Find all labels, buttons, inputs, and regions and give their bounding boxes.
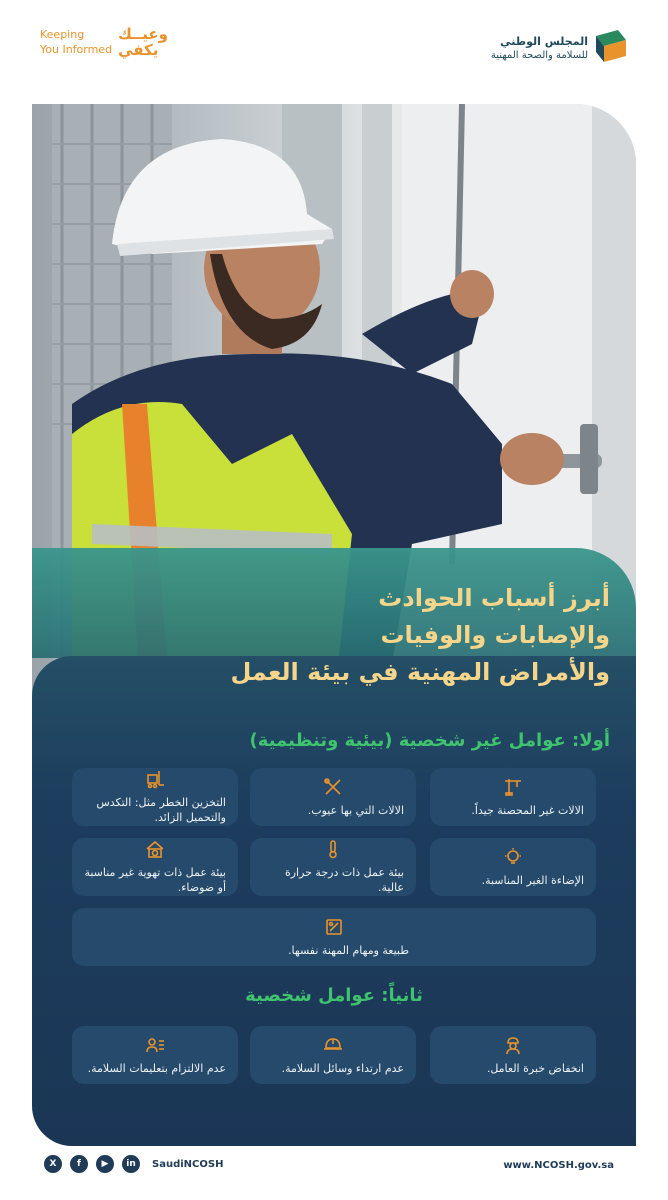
slogan-ar-line1: وعيــك	[118, 25, 168, 43]
title-line2: والإصابات والوفيات	[380, 621, 610, 649]
tools-icon	[323, 777, 343, 797]
org-name-line2: للسلامة والصحة المهنية	[490, 49, 588, 61]
list-item-text: بيئة عمل ذات تهوية غير مناسبة أو ضوضاء.	[84, 866, 226, 894]
list-item	[250, 1026, 416, 1084]
list-item-text: انخفاض خبرة العامل.	[486, 1061, 584, 1075]
lightbulb-icon	[503, 847, 523, 867]
org-name	[491, 35, 588, 62]
slogan-en-line2: You Informed	[40, 43, 113, 56]
title-line1: أبرز أسباب الحوادث	[378, 584, 610, 612]
list-item	[250, 768, 416, 826]
ventilation-icon	[145, 839, 165, 859]
crane-icon	[503, 777, 523, 797]
list-item	[250, 838, 416, 896]
x-icon[interactable]: X	[44, 1155, 62, 1173]
list-item	[72, 1026, 238, 1084]
list-item-text: بيئة عمل ذات درجة حرارة عالية.	[284, 866, 404, 894]
section2-heading: ثانياً: عوامل شخصية	[245, 985, 423, 1006]
facebook-icon[interactable]: f	[70, 1155, 88, 1173]
linkedin-icon[interactable]: in	[122, 1155, 140, 1173]
slogan-ar	[118, 26, 168, 58]
slogan-en-line1: Keeping	[40, 28, 85, 41]
list-item-text: عدم الالتزام بتعليمات السلامة.	[87, 1061, 226, 1075]
thermometer-icon	[323, 839, 343, 859]
org-name-line1: المجلس الوطني	[500, 34, 588, 48]
list-item	[430, 838, 596, 896]
youtube-icon[interactable]: ▶	[96, 1155, 114, 1173]
slogan-ar-line2: يكفي	[118, 41, 159, 59]
page-title	[90, 580, 610, 691]
list-item	[72, 838, 238, 896]
list-item-text: الالات غير المحصنة جيداً.	[471, 803, 584, 817]
social-links	[44, 1155, 223, 1173]
ncosh-logo-icon	[596, 30, 626, 66]
org-logo	[491, 30, 626, 66]
list-item-text: الالات التي بها عيوب.	[307, 803, 404, 817]
list-item	[72, 908, 596, 966]
worker-icon	[503, 1035, 523, 1055]
slogan	[40, 26, 168, 58]
task-icon	[324, 917, 344, 937]
slogan-en	[40, 27, 112, 57]
website-link[interactable]: www.NCOSH.gov.sa	[503, 1160, 614, 1171]
list-item-text: طبيعة ومهام المهنة نفسها.	[288, 943, 409, 957]
title-line3: والأمراض المهنية في بيئة العمل	[230, 658, 610, 686]
list-item	[430, 1026, 596, 1084]
list-item-text: عدم ارتداء وسائل السلامة.	[281, 1061, 404, 1075]
section1-heading: أولا: عوامل غير شخصية (بيئية وتنظيمية)	[249, 730, 610, 751]
social-handle[interactable]: SaudiNCOSH	[152, 1158, 224, 1170]
list-item	[430, 768, 596, 826]
list-item	[72, 768, 238, 826]
list-item-text: التخزين الخطر مثل: التكدس والتحميل الزائد.	[96, 796, 226, 824]
forklift-icon	[145, 769, 165, 789]
rules-icon	[145, 1035, 165, 1055]
list-item-text: الإضاءة الغير المناسبة.	[481, 873, 584, 887]
helmet-icon	[323, 1035, 343, 1055]
